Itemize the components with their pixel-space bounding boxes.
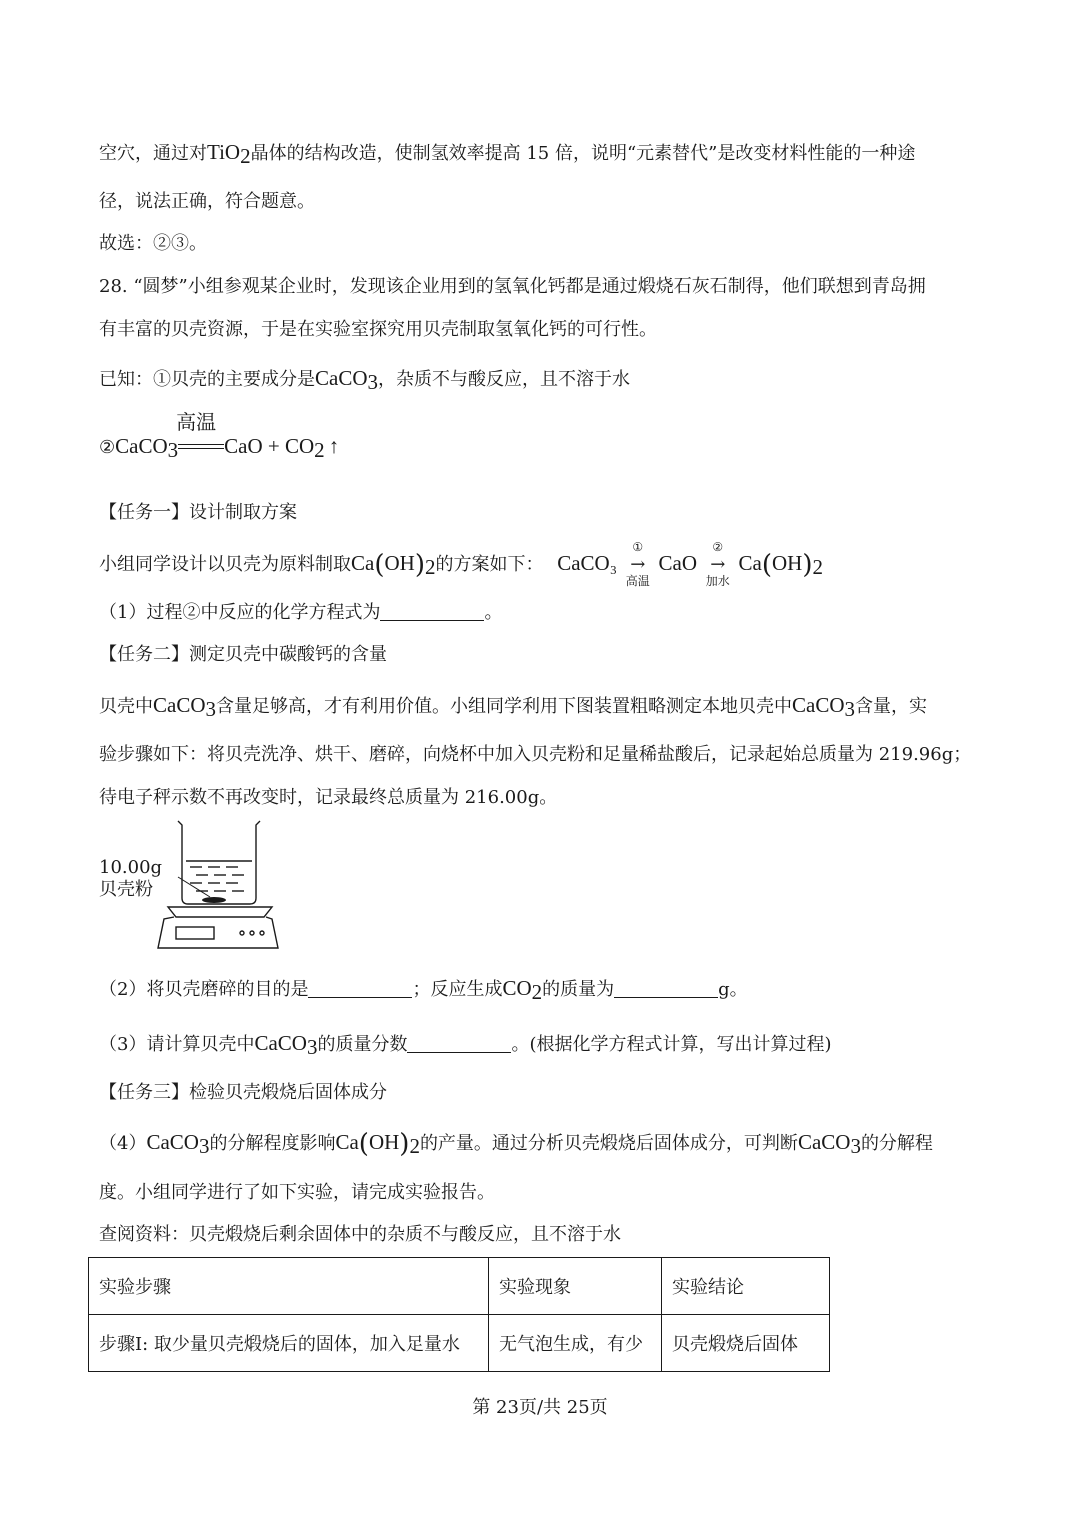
task2-para-1: 贝壳中CaCO$_3$含量足够高，才有利用价值。小组同学利用下图装置粗略测定本地贝壳中CaCO$_3$含量，实	[99, 693, 927, 721]
beaker-scale-figure	[150, 815, 285, 955]
header-step: 实验步骤	[89, 1258, 489, 1315]
task1-title: 【任务一】设计制取方案	[99, 502, 297, 523]
equals-condition: 高温	[178, 435, 224, 461]
scheme: CaCO₃ ① → 高温 CaO ② → 加水 $Ca(OH)_2$	[557, 540, 823, 588]
step-1-cell: 步骤Ⅰ: 取少量贝壳煅烧后的固体，加入足量水	[89, 1315, 489, 1372]
q4-line-2: 度。小组同学进行了如下实验，请完成实验报告。	[99, 1182, 495, 1203]
task1-text: 小组同学设计以贝壳为原料制取$Ca(OH)_2$的方案如下： CaCO₃ ① → 高温 CaO ② → 加水 $Ca(OH)_2$	[99, 540, 823, 588]
q1: （1）过程②中反应的化学方程式为 。	[99, 602, 503, 623]
reference-note: 查阅资料：贝壳煅烧后剩余固体中的杂质不与酸反应，且不溶于水	[99, 1224, 621, 1245]
q3: （3）请计算贝壳中CaCO$_3$的质量分数 。(根据化学方程式计算，写出计算过程)	[99, 1031, 832, 1059]
table-row	[89, 1315, 830, 1372]
phenomenon-1-cell: 无气泡生成，有少	[489, 1315, 662, 1372]
q3-answer-blank[interactable]	[407, 1034, 511, 1053]
task2-title: 【任务二】测定贝壳中碳酸钙的含量	[99, 644, 387, 665]
fig-mass-label: 10.00g	[99, 857, 163, 878]
q28-intro-2: 有丰富的贝壳资源，于是在实验室探究用贝壳制取氢氧化钙的可行性。	[99, 319, 657, 340]
gas-up-arrow-icon: ↑	[328, 434, 340, 458]
label-pointer-line	[178, 877, 210, 897]
table-header-row	[89, 1258, 830, 1315]
task3-title: 【任务三】检验贝壳煅烧后固体成分	[99, 1082, 387, 1103]
q28-intro-1: 28. “圆梦”小组参观某企业时，发现该企业用到的氢氧化钙都是通过煅烧石灰石制得，他们联想到青岛拥	[99, 276, 926, 297]
step2-arrow: ② → 加水	[705, 540, 730, 588]
q1-answer-blank[interactable]	[380, 602, 484, 621]
prev-line-1: 空穴，通过对TiO$_2$晶体的结构改造，使制氢效率提高 15 倍，说明“元素替代”是改变材料性能的一种途	[99, 140, 916, 168]
q2: （2）将贝壳磨碎的目的是 ；反应生成$CO_2$的质量为 g。	[99, 976, 748, 1004]
prev-line-2: 径，说法正确，符合题意。	[99, 191, 315, 212]
conclusion-1-cell: 贝壳煅烧后固体	[662, 1315, 830, 1372]
header-phenomenon: 实验现象	[489, 1258, 662, 1315]
electronic-scale-icon	[158, 907, 278, 948]
step1-arrow: ① → 高温	[625, 540, 650, 588]
beaker-icon	[178, 821, 260, 904]
shell-powder-icon	[202, 897, 226, 903]
q2-mass-blank[interactable]	[614, 979, 718, 998]
known-1: 已知：①贝壳的主要成分是CaCO$_3$，杂质不与酸反应，且不溶于水	[99, 366, 630, 394]
prev-answer: 故选：②③。	[99, 233, 207, 254]
q2-purpose-blank[interactable]	[308, 979, 412, 998]
header-conclusion: 实验结论	[662, 1258, 830, 1315]
experiment-report-table	[88, 1257, 830, 1372]
q4: （4）CaCO$_3$的分解程度影响$Ca(OH)_2$的产量。通过分析贝壳煅烧后固体成分，可判断CaCO$_3$的分解程	[99, 1129, 933, 1159]
task2-para-2: 验步骤如下：将贝壳洗净、烘干、磨碎，向烧杯中加入贝壳粉和足量稀盐酸后，记录起始总质量为 219.96g；	[99, 744, 972, 765]
task2-para-3: 待电子秤示数不再改变时，记录最终总质量为 216.00g。	[99, 787, 558, 808]
page-footer: 第 23页/共 25页	[472, 1397, 608, 1418]
known-2-equation: ②CaCO$_3$ 高温 CaO + $CO_2$ ↑	[99, 410, 340, 462]
fig-powder-label: 贝壳粉	[99, 879, 153, 900]
